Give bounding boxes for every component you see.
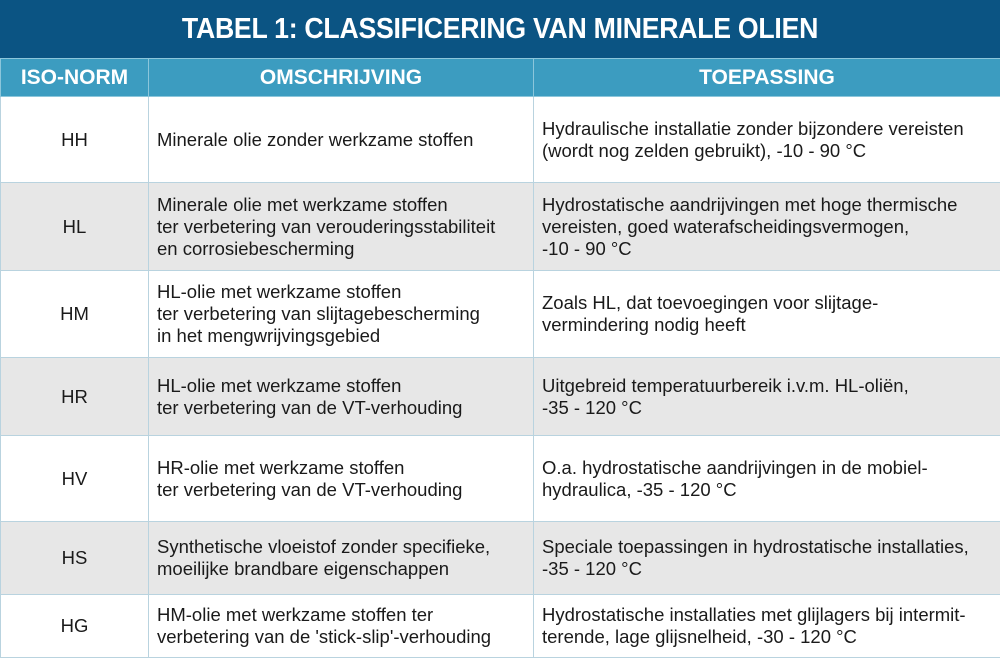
toepassing-cell: Hydraulische installatie zonder bijzondere vereisten (wordt nog zelden gebruikt), -10 - 90 °C [534, 97, 1000, 183]
table-title-bar [0, 0, 1000, 58]
table-row [1, 271, 1000, 358]
table-row [1, 436, 1000, 522]
omschrijving-cell: Synthetische vloeistof zonder specifieke, moeilijke brandbare eigenschappen [149, 522, 534, 595]
toepassing-cell: Zoals HL, dat toevoegingen voor slijtage- vermindering nodig heeft [534, 271, 1000, 358]
iso-norm-cell: HH [1, 97, 149, 183]
iso-norm-cell: HR [1, 358, 149, 436]
omschrijving-cell: Minerale olie met werkzame stoffen ter verbetering van verouderingsstabiliteit en corrosiebescherming [149, 183, 534, 271]
table-row [1, 358, 1000, 436]
omschrijving-cell: Minerale olie zonder werkzame stoffen [149, 97, 534, 183]
header-toepassing: TOEPASSING [534, 59, 1000, 97]
table-row [1, 522, 1000, 595]
table-row [1, 183, 1000, 271]
table-row [1, 595, 1000, 658]
toepassing-cell: Hydrostatische installaties met glijlagers bij intermit- terende, lage glijsnelheid, -30 - 120 °C [534, 595, 1000, 658]
iso-norm-cell: HV [1, 436, 149, 522]
toepassing-cell: Uitgebreid temperatuurbereik i.v.m. HL-oliën, -35 - 120 °C [534, 358, 1000, 436]
table-title: TABEL 1: CLASSIFICERING VAN MINERALE OLIEN [40, 0, 960, 58]
iso-norm-cell: HS [1, 522, 149, 595]
table-row [1, 97, 1000, 183]
header-omschrijving: OMSCHRIJVING [149, 59, 534, 97]
omschrijving-cell: HL-olie met werkzame stoffen ter verbetering van slijtagebescherming in het mengwrijvingsgebied [149, 271, 534, 358]
header-row [1, 59, 1000, 97]
iso-norm-cell: HL [1, 183, 149, 271]
toepassing-cell: Hydrostatische aandrijvingen met hoge thermische vereisten, goed waterafscheidingsvermogen, -10 - 90 °C [534, 183, 1000, 271]
iso-norm-cell: HM [1, 271, 149, 358]
iso-norm-cell: HG [1, 595, 149, 658]
omschrijving-cell: HM-olie met werkzame stoffen ter verbetering van de 'stick-slip'-verhouding [149, 595, 534, 658]
classification-table [0, 58, 1000, 658]
toepassing-cell: O.a. hydrostatische aandrijvingen in de mobiel- hydraulica, -35 - 120 °C [534, 436, 1000, 522]
omschrijving-cell: HR-olie met werkzame stoffen ter verbetering van de VT-verhouding [149, 436, 534, 522]
toepassing-cell: Speciale toepassingen in hydrostatische installaties, -35 - 120 °C [534, 522, 1000, 595]
omschrijving-cell: HL-olie met werkzame stoffen ter verbetering van de VT-verhouding [149, 358, 534, 436]
header-iso-norm: ISO-NORM [1, 59, 149, 97]
